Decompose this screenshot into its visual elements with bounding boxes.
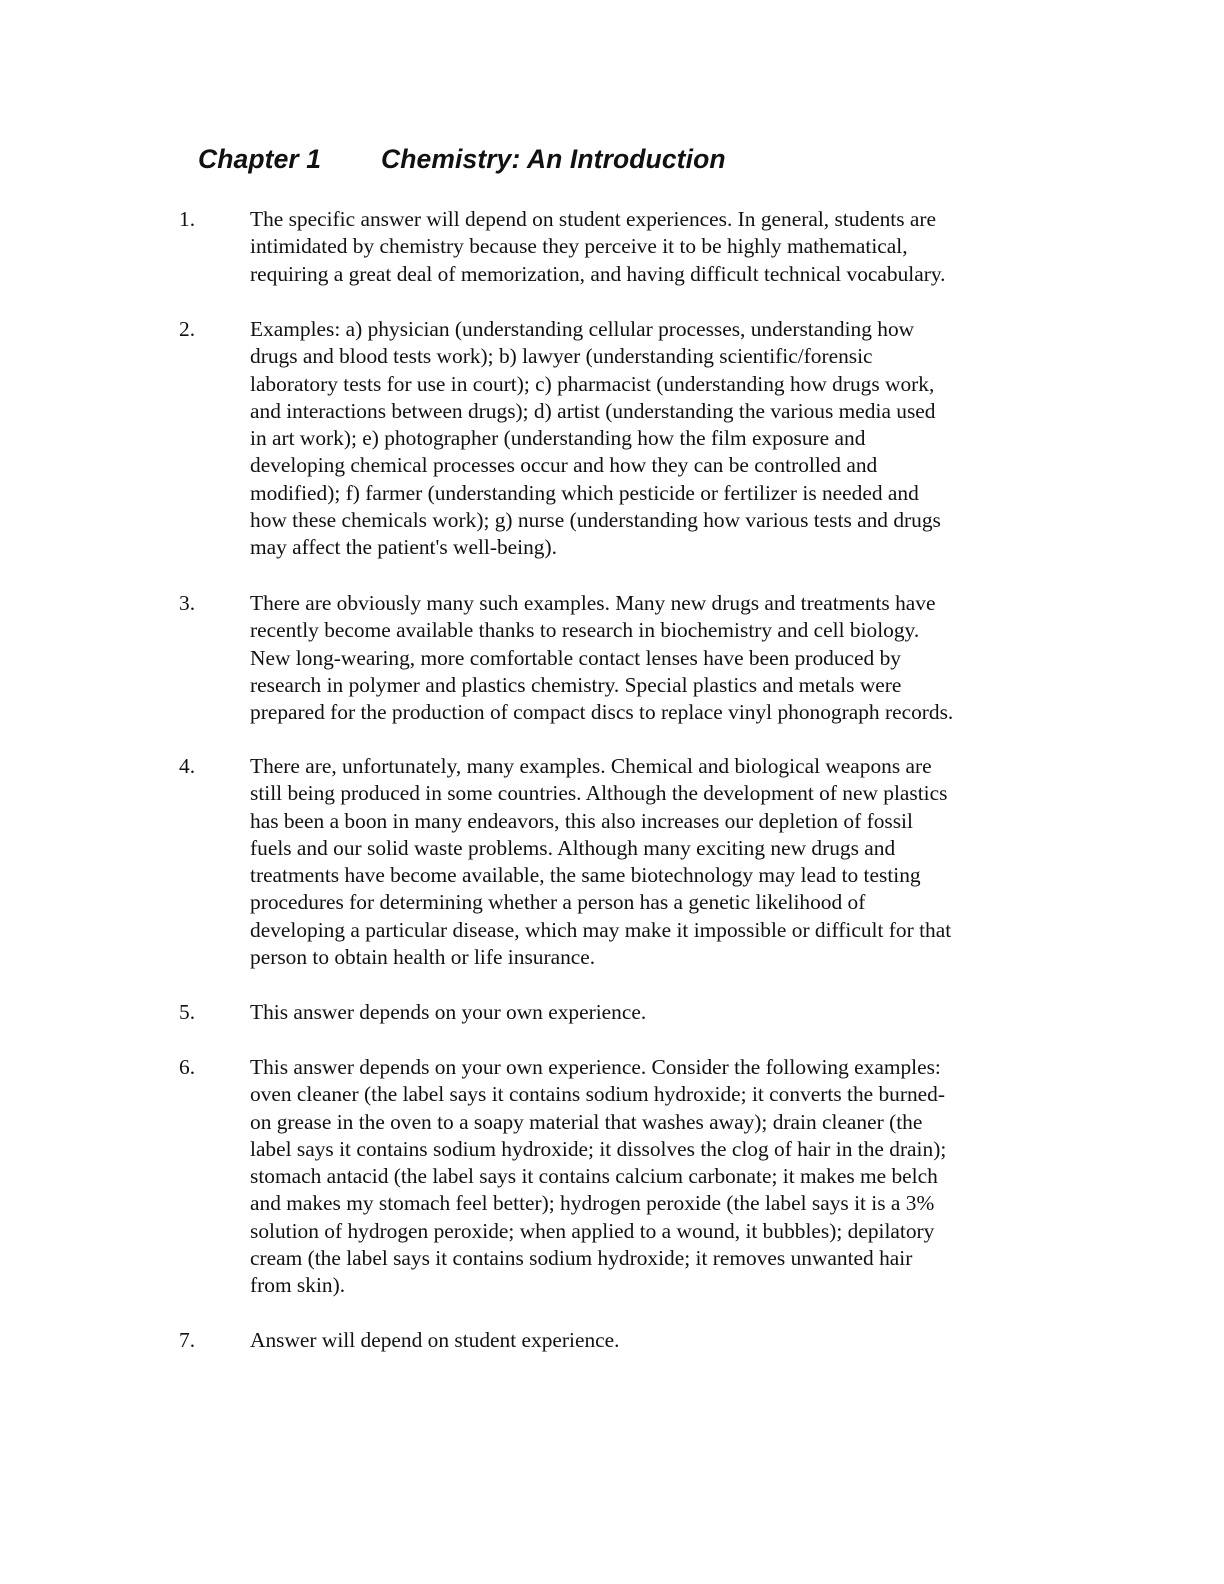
- answer-number: 4.: [179, 754, 196, 778]
- answer-line: There are, unfortunately, many examples. Chemical and biological weapons are: [250, 754, 932, 778]
- answer-line: Answer will depend on student experience.: [250, 1328, 620, 1352]
- answer-line: in art work); e) photographer (understanding how the film exposure and: [250, 426, 866, 451]
- answer-line: prepared for the production of compact discs to replace vinyl phonograph records.: [250, 700, 954, 725]
- answer-line: Examples: a) physician (understanding cellular processes, understanding how: [250, 317, 915, 341]
- answer-text: [250, 1054, 1050, 1300]
- answer-line: developing chemical processes occur and how they can be controlled and: [250, 453, 878, 478]
- answer-line: has been a boon in many endeavors, this also increases our depletion of fossil: [250, 808, 913, 833]
- answer-line: stomach antacid (the label says it contains calcium carbonate; it makes me belch: [250, 1164, 938, 1189]
- answer-line: from skin).: [250, 1273, 346, 1298]
- chapter-label: Chapter 1: [198, 144, 322, 174]
- answer-line: and interactions between drugs); d) artist (understanding the various media used: [250, 398, 936, 423]
- answer-text: [250, 1327, 1050, 1354]
- answer-line: label says it contains sodium hydroxide; it dissolves the clog of hair in the drain);: [250, 1136, 947, 1161]
- answer-line: oven cleaner (the label says it contains sodium hydroxide; it converts the burned-: [250, 1082, 945, 1107]
- answer-line: drugs and blood tests work); b) lawyer (understanding scientific/forensic: [250, 344, 873, 369]
- answer-line: developing a particular disease, which may make it impossible or difficult for that: [250, 917, 952, 942]
- answer-number: 6.: [179, 1055, 196, 1079]
- chapter-heading: [198, 140, 726, 178]
- chapter-title: Chemistry: An Introduction: [381, 144, 726, 174]
- answer-number: 7.: [179, 1328, 196, 1352]
- answer-line: on grease in the oven to a soapy material that washes away); drain cleaner (the: [250, 1109, 923, 1134]
- answer-line: cream (the label says it contains sodium hydroxide; it removes unwanted hair: [250, 1246, 913, 1271]
- answer-line: may affect the patient's well-being).: [250, 535, 557, 560]
- answer-line: The specific answer will depend on student experiences. In general, students are: [250, 207, 937, 231]
- answer-text: [250, 753, 1050, 971]
- answer-line: New long-wearing, more comfortable contact lenses have been produced by: [250, 645, 901, 670]
- answer-number: 5.: [179, 1000, 196, 1024]
- answer-line: person to obtain health or life insurance.: [250, 945, 596, 970]
- answer-line: modified); f) farmer (understanding which pesticide or fertilizer is needed and: [250, 480, 919, 505]
- answer-line: solution of hydrogen peroxide; when applied to a wound, it bubbles); depilatory: [250, 1218, 935, 1243]
- answer-text: [250, 999, 1050, 1026]
- answer-line: research in polymer and plastics chemistry. Special plastics and metals were: [250, 672, 902, 697]
- answer-line: recently become available thanks to research in biochemistry and cell biology.: [250, 618, 920, 643]
- answer-text: [250, 590, 1050, 726]
- answer-number: 1.: [179, 207, 196, 231]
- answer-line: still being produced in some countries. Although the development of new plastics: [250, 781, 948, 806]
- answer-line: fuels and our solid waste problems. Although many exciting new drugs and: [250, 835, 896, 860]
- answer-line: procedures for determining whether a person has a genetic likelihood of: [250, 890, 866, 915]
- answer-number: 2.: [179, 317, 196, 341]
- answer-line: laboratory tests for use in court); c) pharmacist (understanding how drugs work,: [250, 371, 935, 396]
- answer-line: and makes my stomach feel better); hydrogen peroxide (the label says it is a 3%: [250, 1191, 935, 1216]
- answer-line: This answer depends on your own experience.: [250, 1000, 647, 1024]
- answer-line: There are obviously many such examples. Many new drugs and treatments have: [250, 591, 936, 615]
- answer-line: requiring a great deal of memorization, and having difficult technical vocabulary.: [250, 261, 946, 286]
- answer-text: [250, 206, 1050, 288]
- answer-line: how these chemicals work); g) nurse (understanding how various tests and drugs: [250, 508, 941, 533]
- answer-line: intimidated by chemistry because they perceive it to be highly mathematical,: [250, 234, 908, 259]
- answer-number: 3.: [179, 591, 196, 615]
- answer-line: This answer depends on your own experience. Consider the following examples:: [250, 1055, 941, 1079]
- answer-line: treatments have become available, the same biotechnology may lead to testing: [250, 863, 921, 888]
- answer-text: [250, 316, 1050, 562]
